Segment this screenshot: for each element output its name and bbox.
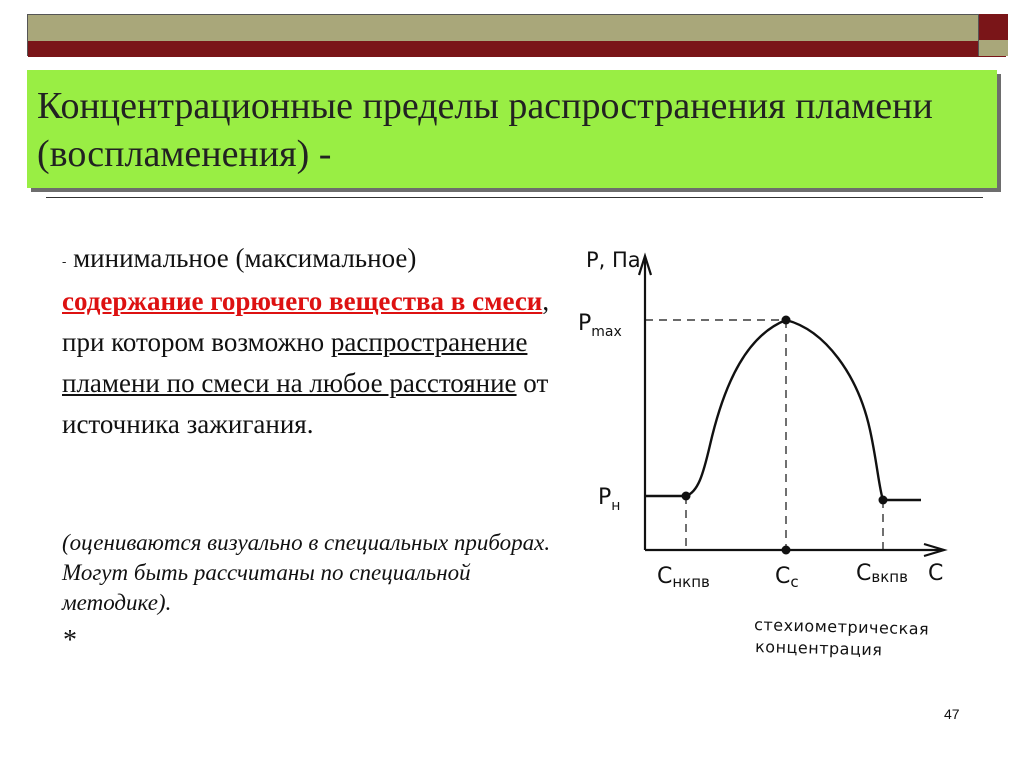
definition-underlined: распространение пламени по смеси на любое расстояние — [62, 327, 528, 399]
c-lower-main: С — [657, 564, 673, 589]
c-stoich-subscript: с — [790, 573, 799, 591]
pn-label — [598, 485, 620, 514]
note-text: (оцениваются визуально в специальных приборах. Могут быть рассчитаны по специальной методике). — [62, 530, 551, 615]
c-upper-main: С — [856, 561, 872, 586]
pmax-main: P — [578, 311, 592, 336]
caption-line-2: концентрация — [754, 637, 883, 660]
lower-limit-point — [682, 492, 691, 501]
page-number: 47 — [944, 706, 960, 722]
pmax-label — [578, 311, 622, 340]
caption-line-1: стехиометрическая — [753, 615, 930, 639]
definition-part-2: , при котором возможно — [62, 286, 550, 358]
x-axis-label: С — [928, 561, 944, 586]
star-mark: * — [63, 625, 77, 656]
bullet-dash: - — [62, 253, 67, 269]
c-upper-label — [856, 561, 908, 586]
c-stoich-main: С — [775, 564, 791, 589]
c-lower-subscript: нкпв — [672, 573, 710, 591]
definition-highlight: содержание горючего вещества в смеси — [62, 286, 543, 317]
c-upper-subscript: вкпв — [871, 568, 908, 586]
pn-subscript: н — [611, 498, 621, 514]
c-stoich-label — [775, 564, 799, 591]
max-pressure-point — [782, 316, 791, 325]
y-axis-label: P, Па — [586, 248, 641, 272]
stoichiometric-point — [782, 546, 791, 555]
definition-part-3: от источника зажигания. — [62, 368, 549, 440]
slide-title: Концентрационные пределы распространения пламени (воспламенения) - — [37, 85, 933, 175]
pn-main: P — [598, 485, 612, 510]
definition-part-1: минимальное (максимальное) — [66, 243, 417, 273]
c-lower-label — [657, 564, 710, 591]
pressure-curve — [645, 320, 921, 500]
pmax-subscript: max — [591, 324, 622, 340]
upper-limit-point — [879, 496, 888, 505]
